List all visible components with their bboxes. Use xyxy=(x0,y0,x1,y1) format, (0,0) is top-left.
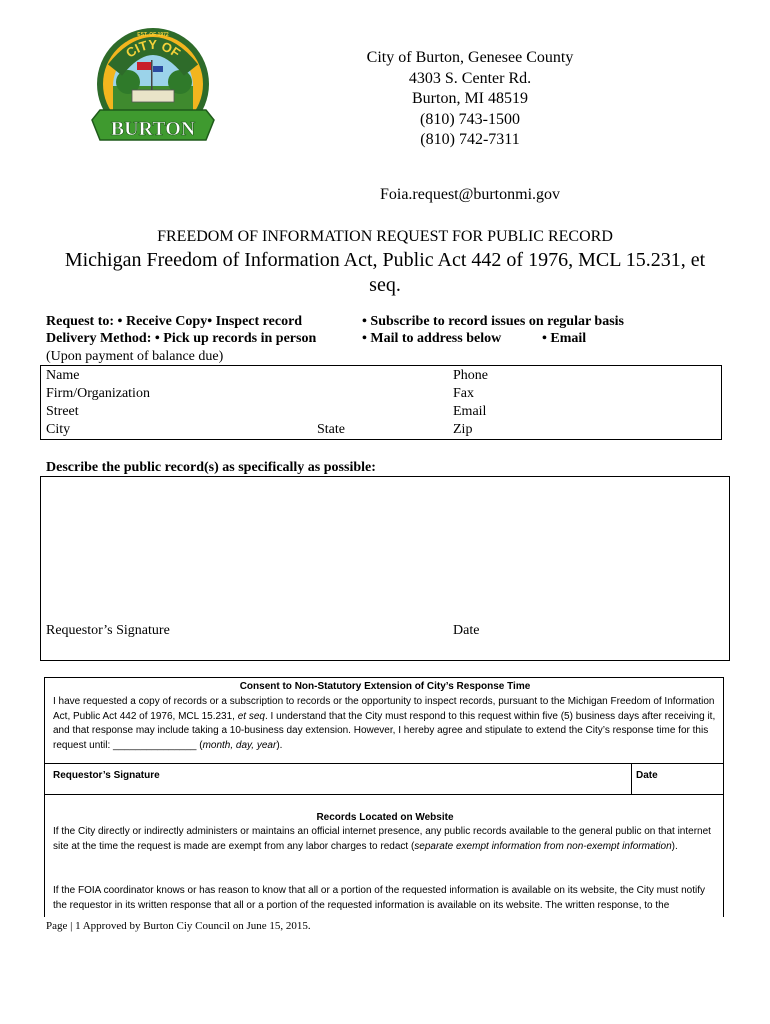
consent-text-part: ). xyxy=(276,739,283,751)
date-label[interactable]: Date xyxy=(453,623,480,638)
divider xyxy=(45,794,723,795)
mail-option[interactable]: Mail to address below xyxy=(370,331,502,346)
delivery-method-label: Delivery Method: xyxy=(46,331,152,346)
bullet-icon: • xyxy=(362,314,367,329)
contact-info-box xyxy=(40,365,722,440)
delivery-row xyxy=(46,330,316,347)
consent-date-label[interactable]: Date xyxy=(636,770,658,781)
pickup-option[interactable]: Pick up records in person xyxy=(163,331,317,346)
website-text-em: separate exempt information from non-exempt information xyxy=(414,840,672,852)
consent-text-part: I have requested a copy of records or a subscription to records or the opportunity to inspect records, pursuant to the Michigan Freedom of Information Act, Public Act 442 of 1976, MCL 15.231, xyxy=(53,696,715,722)
receive-copy-option[interactable]: Receive Copy xyxy=(125,314,208,329)
address-line: Burton, MI 48519 xyxy=(412,90,528,107)
email-field-label[interactable]: Email xyxy=(453,404,487,419)
svg-text:BURTON: BURTON xyxy=(110,118,196,140)
bullet-icon: • xyxy=(542,331,547,346)
phone-field-label[interactable]: Phone xyxy=(453,368,488,383)
payment-note-text: (Upon payment of balance due) xyxy=(46,349,224,364)
payment-note xyxy=(46,348,223,365)
website-text-part: ). xyxy=(671,840,678,852)
street-field-label[interactable]: Street xyxy=(46,404,79,419)
subscribe-option[interactable]: Subscribe to record issues on regular basis xyxy=(370,314,624,329)
consent-text-em: et seq xyxy=(237,710,265,722)
subscribe-row xyxy=(362,313,624,330)
inspect-record-option[interactable]: Inspect record xyxy=(215,314,303,329)
page-footer: Page | 1 Approved by Burton Ciy Council on June 15, 2015. xyxy=(46,920,311,932)
zip-field-label[interactable]: Zip xyxy=(453,422,473,437)
state-field-label[interactable]: State xyxy=(317,422,345,437)
email-row xyxy=(542,330,586,347)
consent-title: Consent to Non-Statutory Extension of City’s Response Time xyxy=(239,681,531,692)
divider xyxy=(45,763,723,764)
consent-signature-label[interactable]: Requestor’s Signature xyxy=(53,770,160,781)
address-line: City of Burton, Genesee County xyxy=(366,49,574,66)
consent-text-part: . I understand that the City must respond to this request within five (5) business days after receiving it, and that response may include taking a 10-business day extension. However, I hereby agree and stipulate to extend the City’s response time for this request until: _______________ ( xyxy=(53,710,716,751)
website-title: Records Located on Website xyxy=(316,812,454,823)
firm-field-label[interactable]: Firm/Organization xyxy=(46,386,150,401)
fax-field-label[interactable]: Fax xyxy=(453,386,474,401)
bullet-icon: • xyxy=(207,314,213,329)
email-option[interactable]: Email xyxy=(550,331,587,346)
bullet-icon: • xyxy=(117,314,123,329)
website-para-2: If the FOIA coordinator knows or has reason to know that all or a portion of the requested information is available on its website, the City must notify the requestor in its written response that all or a portion of the requested information is available on its website. The written response, to the xyxy=(53,885,706,911)
request-to-row xyxy=(46,313,302,330)
city-address-block xyxy=(330,48,610,151)
address-line: (810) 743-1500 xyxy=(420,110,520,128)
foia-email[interactable]: Foia.request@burtonmi.gov xyxy=(379,186,561,203)
consent-text-em: month, day, year xyxy=(202,739,277,751)
svg-text:CITY OF: CITY OF xyxy=(123,36,184,61)
consent-text xyxy=(53,695,717,753)
name-field-label[interactable]: Name xyxy=(46,368,80,383)
address-line: 4303 S. Center Rd. xyxy=(408,69,532,87)
address-line: (810) 742-7311 xyxy=(420,131,520,148)
describe-records-label: Describe the public record(s) as specifically as possible: xyxy=(46,460,376,475)
bullet-icon: • xyxy=(154,331,160,346)
svg-text:EST. OF 1972: EST. OF 1972 xyxy=(137,32,169,38)
consent-box xyxy=(44,677,724,917)
describe-records-box[interactable] xyxy=(40,476,730,661)
form-title: FREEDOM OF INFORMATION REQUEST FOR PUBLIC RECORD xyxy=(157,228,613,245)
form-subtitle: Michigan Freedom of Information Act, Public Act 442 of 1976, MCL 15.231, et seq. xyxy=(64,249,706,296)
requestor-signature-label[interactable]: Requestor’s Signature xyxy=(46,623,170,638)
bullet-icon: • xyxy=(362,331,367,346)
city-of-burton-logo xyxy=(90,24,216,148)
request-to-label: Request to: xyxy=(46,314,115,329)
website-text-part: If the City directly or indirectly administers or maintains an official internet presence, any public records available to the general public on that internet site at the time the request is made are exempt from any labor charges to redact ( xyxy=(53,826,711,852)
city-field-label[interactable]: City xyxy=(46,422,71,437)
divider xyxy=(631,763,632,794)
mail-row xyxy=(362,330,501,347)
website-para-1 xyxy=(53,825,717,854)
